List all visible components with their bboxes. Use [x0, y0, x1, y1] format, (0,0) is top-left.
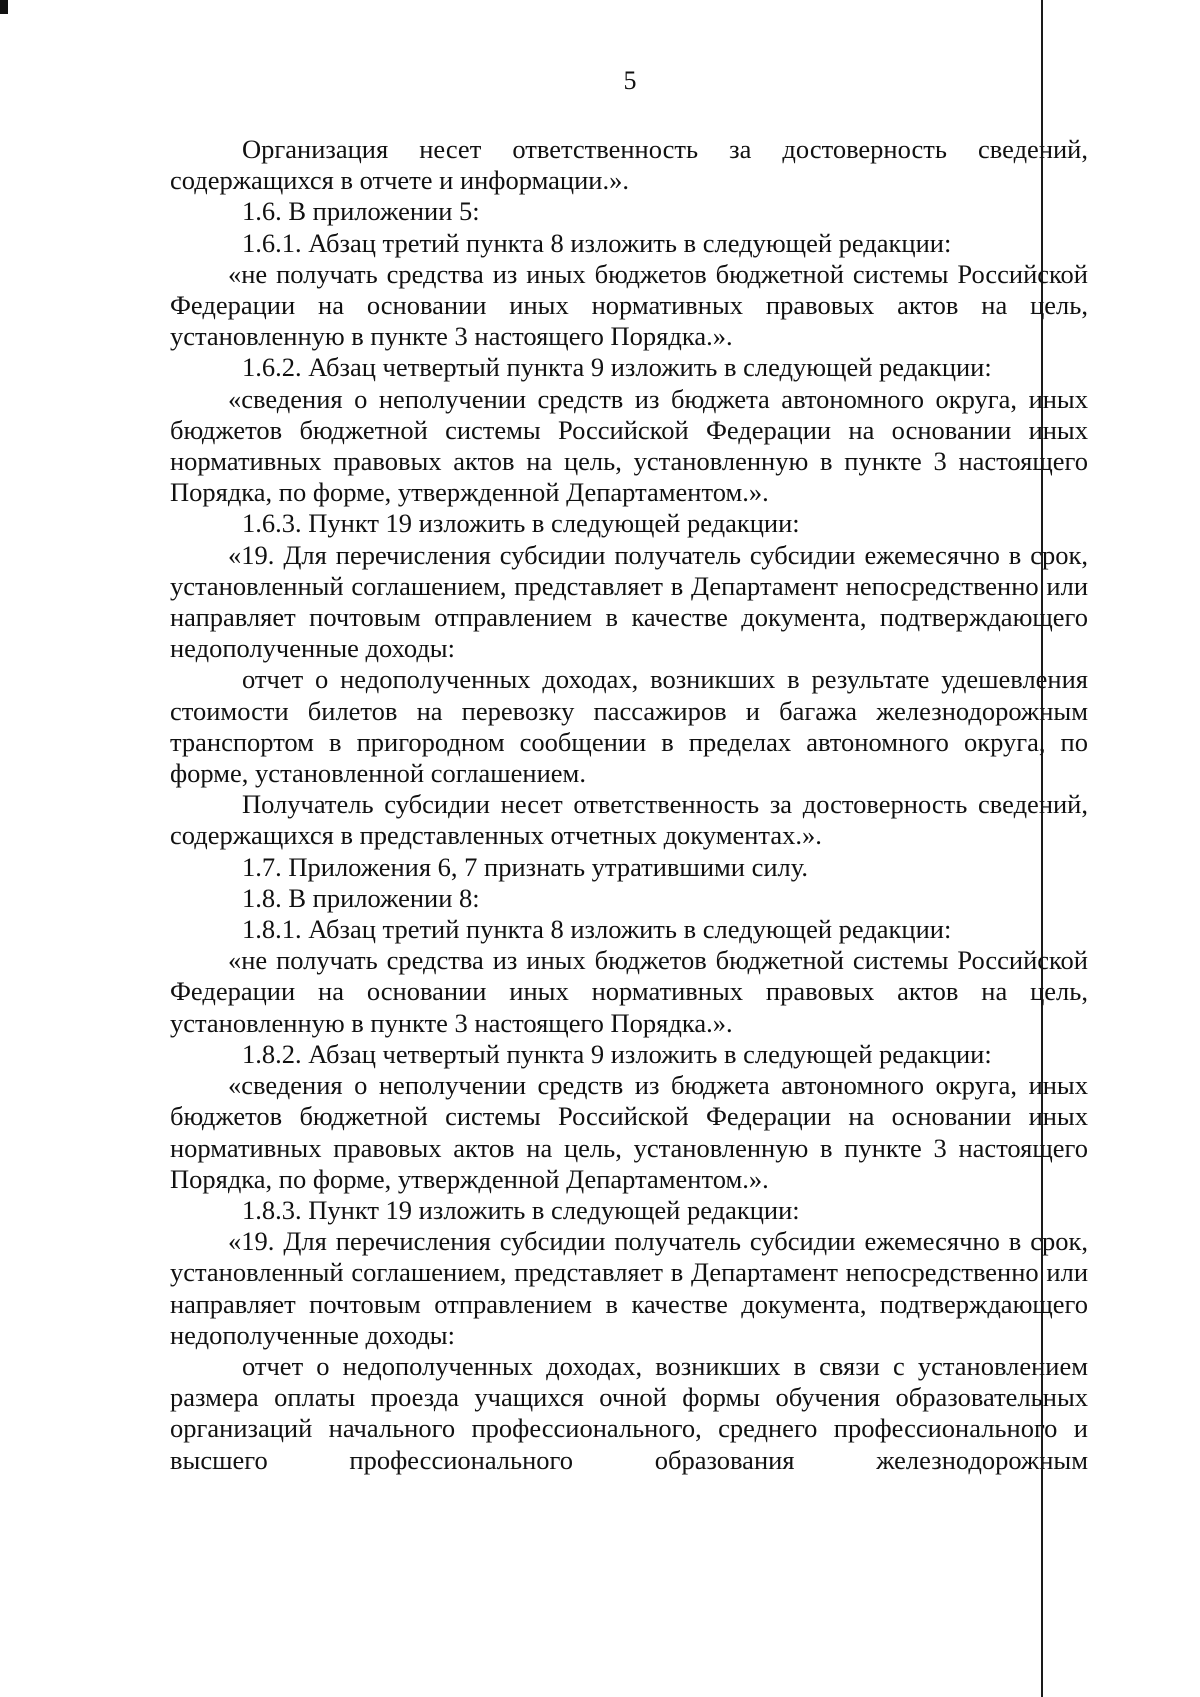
paragraph: Организация несет ответственность за достоверность сведений, содержащихся в отчете и информации.». [170, 134, 1088, 196]
paragraph: 1.6. В приложении 5: [242, 196, 480, 227]
paragraph: 1.7. Приложения 6, 7 признать утратившими силу. [242, 851, 808, 882]
paragraph: 1.6.3. Пункт 19 изложить в следующей редакции: [242, 508, 800, 539]
paragraph: отчет о недополученных доходах, возникших в результате удешевления стоимости билетов на перевозку пассажиров и багажа железнодорожным транспортом в пригородном сообщении в пределах автономного округа, по форме, установленной соглашением. [170, 664, 1088, 789]
paragraph: 1.8.2. Абзац четвертый пункта 9 изложить в следующей редакции: [242, 1038, 992, 1069]
scan-corner-mark [0, 0, 8, 14]
document-body [170, 134, 1088, 1476]
paragraph: 1.8.3. Пункт 19 изложить в следующей редакции: [242, 1194, 800, 1225]
paragraph: 1.6.2. Абзац четвертый пункта 9 изложить в следующей редакции: [242, 352, 992, 383]
paragraph: 1.6.1. Абзац третий пункта 8 изложить в следующей редакции: [242, 227, 952, 258]
paragraph: «не получать средства из иных бюджетов бюджетной системы Российской Федерации на основании иных нормативных правовых актов на цель, установленную в пункте 3 настоящего Порядка.». [170, 945, 1088, 1038]
paragraph: «19. Для перечисления субсидии получатель субсидии ежемесячно в срок, установленный соглашением, представляет в Департамент непосредственно или направляет почтовым отправлением в качестве документа, подтверждающего недополученные доходы: [170, 539, 1088, 664]
paragraph: «сведения о неполучении средств из бюджета автономного округа, иных бюджетов бюджетной системы Российской Федерации на основании иных нормативных правовых актов на цель, установленную в пункте 3 настоящего Порядка, по форме, утвержденной Департаментом.». [170, 1070, 1088, 1194]
page-number: 5 [623, 66, 637, 95]
paragraph: «19. Для перечисления субсидии получатель субсидии ежемесячно в срок, установленный соглашением, представляет в Департамент непосредственно или направляет почтовым отправлением в качестве документа, подтверждающего недополученные доходы: [170, 1226, 1088, 1350]
paragraph: 1.8. В приложении 8: [242, 882, 480, 913]
paragraph: «сведения о неполучении средств из бюджета автономного округа, иных бюджетов бюджетной системы Российской Федерации на основании иных нормативных правовых актов на цель, установленную в пункте 3 настоящего Порядка, по форме, утвержденной Департаментом.». [170, 383, 1088, 508]
paragraph: Получатель субсидии несет ответственность за достоверность сведений, содержащихся в представленных отчетных документах.». [170, 789, 1088, 851]
paragraph: «не получать средства из иных бюджетов бюджетной системы Российской Федерации на основании иных нормативных правовых актов на цель, установленную в пункте 3 настоящего Порядка.». [170, 258, 1088, 352]
paragraph: 1.8.1. Абзац третий пункта 8 изложить в следующей редакции: [242, 914, 952, 945]
paragraph: отчет о недополученных доходах, возникших в связи с установлением размера оплаты проезда учащихся очной формы обучения образовательных организаций начального профессионального, среднего профессионального и высшего профессионального образования железнодорожным [170, 1350, 1088, 1475]
